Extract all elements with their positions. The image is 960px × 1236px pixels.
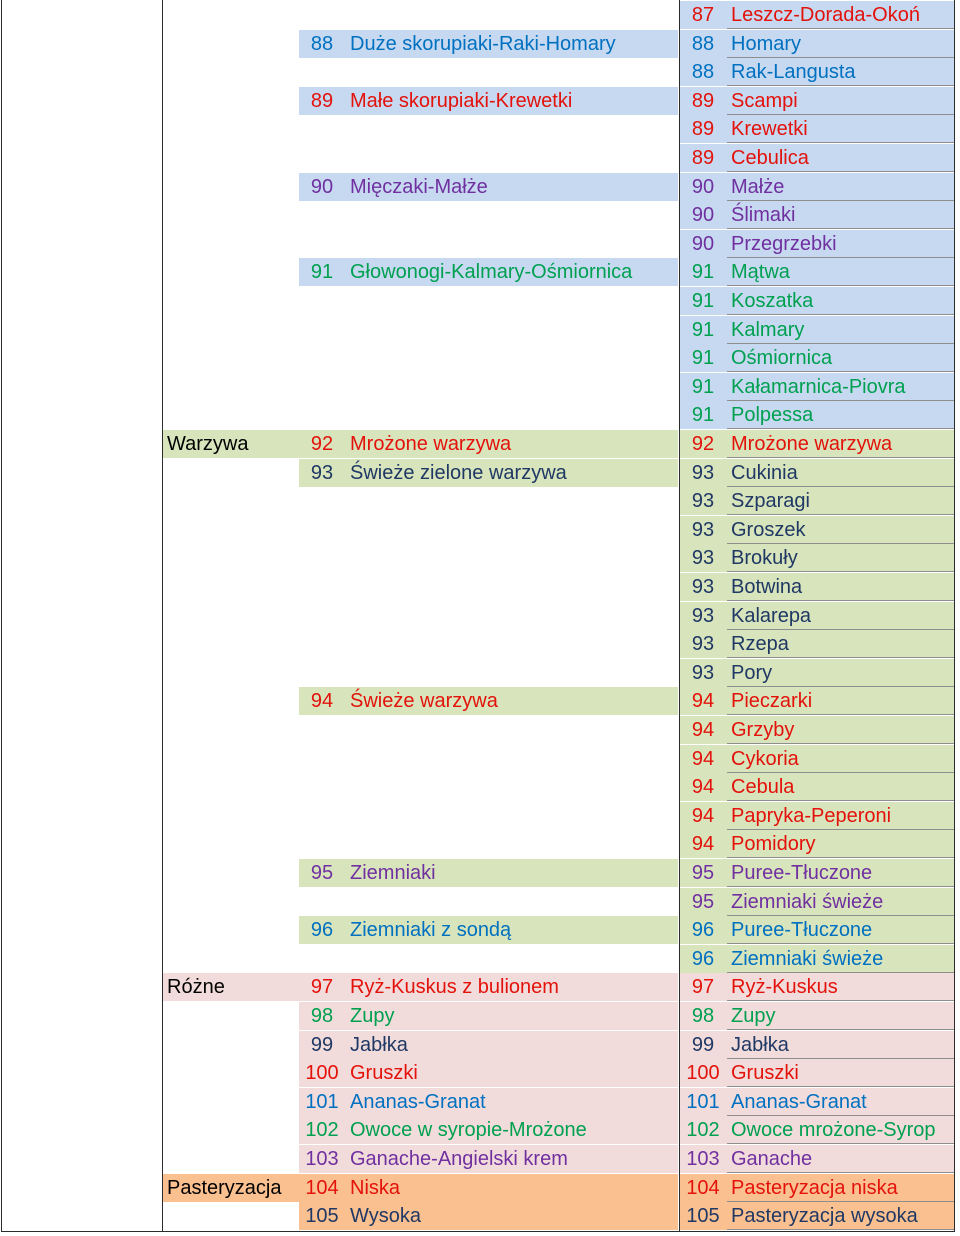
- group-number-cell: 96: [299, 916, 345, 944]
- group-number-cell: 89: [299, 87, 345, 115]
- group-number-cell: [299, 945, 345, 973]
- program-label-cell: Cebula: [727, 773, 954, 801]
- group-label-cell: [345, 58, 678, 86]
- program-label-cell: Ślimaki: [727, 201, 954, 229]
- group-number-cell: [299, 716, 345, 744]
- group-number-cell: [299, 630, 345, 658]
- program-label-cell: Homary: [727, 30, 954, 58]
- program-number-cell: 93: [679, 659, 727, 687]
- category-cell: [163, 745, 299, 773]
- table-row: [0, 1059, 960, 1087]
- category-cell: [163, 687, 299, 715]
- category-cell: [163, 830, 299, 858]
- group-label-cell: Owoce w syropie-Mrożone: [345, 1116, 678, 1144]
- group-label-cell: [345, 830, 678, 858]
- group-number-cell: 102: [299, 1116, 345, 1144]
- program-label-cell: Ananas-Granat: [727, 1088, 954, 1116]
- table-row: [0, 888, 960, 916]
- group-label-cell: Ziemniaki z sondą: [345, 916, 678, 944]
- category-cell: Warzywa: [163, 430, 299, 458]
- table-row: [0, 58, 960, 86]
- program-label-cell: Kalarepa: [727, 602, 954, 630]
- category-cell: [163, 1031, 299, 1059]
- category-cell: [163, 144, 299, 172]
- program-number-cell: 99: [679, 1031, 727, 1059]
- table-row: [0, 144, 960, 172]
- category-cell: [163, 916, 299, 944]
- program-label-cell: Koszatka: [727, 287, 954, 315]
- group-number-cell: 100: [299, 1059, 345, 1087]
- category-cell: [163, 516, 299, 544]
- group-number-cell: [299, 1, 345, 29]
- table-row: [0, 487, 960, 515]
- program-number-cell: 95: [679, 859, 727, 887]
- program-number-cell: 87: [679, 1, 727, 29]
- column-divider: [954, 0, 955, 1232]
- group-label-cell: Ananas-Granat: [345, 1088, 678, 1116]
- program-label-cell: Ziemniaki świeże: [727, 888, 954, 916]
- table-row: [0, 687, 960, 715]
- program-number-cell: 94: [679, 773, 727, 801]
- table-row: [0, 1174, 960, 1202]
- program-number-cell: 93: [679, 487, 727, 515]
- group-number-cell: 93: [299, 459, 345, 487]
- program-number-cell: 94: [679, 716, 727, 744]
- program-number-cell: 104: [679, 1174, 727, 1202]
- program-label-cell: Małże: [727, 173, 954, 201]
- group-label-cell: [345, 115, 678, 143]
- program-number-cell: 100: [679, 1059, 727, 1087]
- group-label-cell: Ganache-Angielski krem: [345, 1145, 678, 1173]
- table-row: [0, 1202, 960, 1230]
- group-label-cell: [345, 287, 678, 315]
- program-number-cell: 89: [679, 87, 727, 115]
- category-cell: [163, 173, 299, 201]
- table-row: [0, 630, 960, 658]
- group-label-cell: [345, 344, 678, 372]
- group-number-cell: 94: [299, 687, 345, 715]
- table-row: [0, 802, 960, 830]
- group-label-cell: Duże skorupiaki-Raki-Homary: [345, 30, 678, 58]
- group-number-cell: 105: [299, 1202, 345, 1230]
- group-number-cell: [299, 230, 345, 258]
- program-number-cell: 91: [679, 373, 727, 401]
- group-label-cell: [345, 516, 678, 544]
- group-label-cell: [345, 573, 678, 601]
- group-label-cell: [345, 716, 678, 744]
- program-label-cell: Ryż-Kuskus: [727, 973, 954, 1001]
- group-number-cell: 91: [299, 258, 345, 286]
- program-label-cell: Groszek: [727, 516, 954, 544]
- group-number-cell: [299, 888, 345, 916]
- table-row: [0, 401, 960, 429]
- program-label-cell: Rak-Langusta: [727, 58, 954, 86]
- category-cell: [163, 659, 299, 687]
- program-label-cell: Cykoria: [727, 745, 954, 773]
- category-cell: [163, 30, 299, 58]
- table-row: [0, 30, 960, 58]
- table-row: [0, 516, 960, 544]
- program-number-cell: 93: [679, 516, 727, 544]
- table-row: [0, 373, 960, 401]
- program-number-cell: 91: [679, 287, 727, 315]
- group-number-cell: [299, 344, 345, 372]
- table-row: [0, 745, 960, 773]
- program-label-cell: Pomidory: [727, 830, 954, 858]
- program-label-cell: Szparagi: [727, 487, 954, 515]
- table-row: [0, 1145, 960, 1173]
- table-row: [0, 659, 960, 687]
- program-number-cell: 95: [679, 888, 727, 916]
- program-label-cell: Pasteryzacja niska: [727, 1174, 954, 1202]
- program-number-cell: 89: [679, 144, 727, 172]
- program-number-cell: 93: [679, 630, 727, 658]
- group-number-cell: 101: [299, 1088, 345, 1116]
- category-cell: [163, 459, 299, 487]
- category-cell: [163, 602, 299, 630]
- group-number-cell: [299, 745, 345, 773]
- program-number-cell: 96: [679, 916, 727, 944]
- group-number-cell: [299, 58, 345, 86]
- program-label-cell: Kałamarnica-Piovra: [727, 373, 954, 401]
- category-cell: [163, 401, 299, 429]
- category-cell: [163, 573, 299, 601]
- group-label-cell: [345, 888, 678, 916]
- program-number-cell: 91: [679, 401, 727, 429]
- group-number-cell: [299, 144, 345, 172]
- category-cell: [163, 373, 299, 401]
- table-row: [0, 344, 960, 372]
- group-label-cell: [345, 945, 678, 973]
- table-row: [0, 87, 960, 115]
- category-cell: [163, 87, 299, 115]
- group-label-cell: [345, 144, 678, 172]
- group-number-cell: [299, 659, 345, 687]
- program-number-cell: 94: [679, 802, 727, 830]
- group-label-cell: Małe skorupiaki-Krewetki: [345, 87, 678, 115]
- program-label-cell: Cebulica: [727, 144, 954, 172]
- program-label-cell: Pory: [727, 659, 954, 687]
- table-row: [0, 115, 960, 143]
- group-label-cell: [345, 773, 678, 801]
- group-label-cell: [345, 544, 678, 572]
- category-cell: [163, 1088, 299, 1116]
- group-label-cell: [345, 401, 678, 429]
- program-number-cell: 93: [679, 459, 727, 487]
- table-row: [0, 459, 960, 487]
- group-number-cell: [299, 401, 345, 429]
- program-label-cell: Kalmary: [727, 316, 954, 344]
- table-row: [0, 859, 960, 887]
- category-cell: [163, 1145, 299, 1173]
- group-label-cell: [345, 802, 678, 830]
- program-label-cell: Rzepa: [727, 630, 954, 658]
- table-row: [0, 773, 960, 801]
- group-number-cell: 99: [299, 1031, 345, 1059]
- column-divider: [679, 0, 680, 1232]
- group-number-cell: 88: [299, 30, 345, 58]
- program-number-cell: 93: [679, 602, 727, 630]
- group-number-cell: [299, 830, 345, 858]
- table-row: [0, 316, 960, 344]
- category-cell: [163, 1059, 299, 1087]
- program-label-cell: Brokuły: [727, 544, 954, 572]
- group-label-cell: [345, 745, 678, 773]
- category-cell: [163, 1, 299, 29]
- program-number-cell: 92: [679, 430, 727, 458]
- table-row: [0, 573, 960, 601]
- table-row: [0, 1031, 960, 1059]
- category-cell: [163, 115, 299, 143]
- program-label-cell: Gruszki: [727, 1059, 954, 1087]
- category-cell: [163, 287, 299, 315]
- program-number-cell: 96: [679, 945, 727, 973]
- program-number-cell: 97: [679, 973, 727, 1001]
- group-number-cell: 98: [299, 1002, 345, 1030]
- group-number-cell: [299, 373, 345, 401]
- category-cell: [163, 859, 299, 887]
- program-number-cell: 93: [679, 544, 727, 572]
- program-number-cell: 91: [679, 316, 727, 344]
- table-row: [0, 973, 960, 1001]
- program-label-cell: Pieczarki: [727, 687, 954, 715]
- category-cell: [163, 1002, 299, 1030]
- group-number-cell: 90: [299, 173, 345, 201]
- group-label-cell: [345, 659, 678, 687]
- group-number-cell: [299, 516, 345, 544]
- program-label-cell: Puree-Tłuczone: [727, 859, 954, 887]
- program-label-cell: Polpessa: [727, 401, 954, 429]
- program-number-cell: 90: [679, 230, 727, 258]
- program-number-cell: 91: [679, 258, 727, 286]
- table-row: [0, 173, 960, 201]
- category-cell: [163, 1202, 299, 1230]
- category-cell: [163, 544, 299, 572]
- program-label-cell: Scampi: [727, 87, 954, 115]
- category-cell: [163, 316, 299, 344]
- group-label-cell: [345, 316, 678, 344]
- group-label-cell: Jabłka: [345, 1031, 678, 1059]
- category-cell: [163, 230, 299, 258]
- table-row: [0, 1002, 960, 1030]
- category-cell: [163, 487, 299, 515]
- table-row: [0, 1116, 960, 1144]
- group-label-cell: Niska: [345, 1174, 678, 1202]
- group-number-cell: [299, 773, 345, 801]
- table-row: [0, 544, 960, 572]
- group-number-cell: [299, 544, 345, 572]
- program-label-cell: Cukinia: [727, 459, 954, 487]
- program-number-cell: 90: [679, 173, 727, 201]
- group-number-cell: [299, 802, 345, 830]
- group-number-cell: [299, 573, 345, 601]
- program-number-cell: 102: [679, 1116, 727, 1144]
- group-label-cell: [345, 201, 678, 229]
- program-label-cell: Ziemniaki świeże: [727, 945, 954, 973]
- program-label-cell: Mrożone warzywa: [727, 430, 954, 458]
- program-label-cell: Puree-Tłuczone: [727, 916, 954, 944]
- program-label-cell: Pasteryzacja wysoka: [727, 1202, 954, 1230]
- category-cell: [163, 201, 299, 229]
- group-number-cell: [299, 287, 345, 315]
- program-label-cell: Grzyby: [727, 716, 954, 744]
- column-divider: [162, 0, 163, 1232]
- group-label-cell: Świeże zielone warzywa: [345, 459, 678, 487]
- category-cell: [163, 1116, 299, 1144]
- group-label-cell: Głowonogi-Kalmary-Ośmiornica: [345, 258, 678, 286]
- table-row: [0, 1088, 960, 1116]
- group-label-cell: [345, 602, 678, 630]
- group-label-cell: [345, 630, 678, 658]
- table-row: [0, 830, 960, 858]
- program-number-cell: 105: [679, 1202, 727, 1230]
- group-label-cell: Mrożone warzywa: [345, 430, 678, 458]
- group-label-cell: Wysoka: [345, 1202, 678, 1230]
- table-row: [0, 945, 960, 973]
- table-row: [0, 287, 960, 315]
- group-number-cell: [299, 316, 345, 344]
- table-row: [0, 201, 960, 229]
- category-cell: [163, 802, 299, 830]
- category-cell: [163, 716, 299, 744]
- group-label-cell: [345, 487, 678, 515]
- table-row: [0, 430, 960, 458]
- group-label-cell: Ryż-Kuskus z bulionem: [345, 973, 678, 1001]
- group-label-cell: Świeże warzywa: [345, 687, 678, 715]
- program-number-cell: 93: [679, 573, 727, 601]
- group-number-cell: 97: [299, 973, 345, 1001]
- category-cell: [163, 630, 299, 658]
- group-number-cell: 92: [299, 430, 345, 458]
- table-row: [0, 716, 960, 744]
- category-cell: Różne: [163, 973, 299, 1001]
- program-number-cell: 89: [679, 115, 727, 143]
- program-number-cell: 94: [679, 745, 727, 773]
- group-number-cell: 103: [299, 1145, 345, 1173]
- program-number-cell: 88: [679, 30, 727, 58]
- group-number-cell: [299, 602, 345, 630]
- category-cell: [163, 888, 299, 916]
- group-label-cell: Zupy: [345, 1002, 678, 1030]
- group-label-cell: Ziemniaki: [345, 859, 678, 887]
- table-bottom-border: [1, 1231, 955, 1232]
- column-divider: [1, 0, 2, 1232]
- group-number-cell: 104: [299, 1174, 345, 1202]
- program-number-cell: 103: [679, 1145, 727, 1173]
- group-label-cell: Mięczaki-Małże: [345, 173, 678, 201]
- table-row: [0, 916, 960, 944]
- program-label-cell: Jabłka: [727, 1031, 954, 1059]
- group-number-cell: 95: [299, 859, 345, 887]
- program-number-cell: 90: [679, 201, 727, 229]
- program-label-cell: Ganache: [727, 1145, 954, 1173]
- program-label-cell: Papryka-Peperoni: [727, 802, 954, 830]
- category-cell: Pasteryzacja: [163, 1174, 299, 1202]
- program-label-cell: Mątwa: [727, 258, 954, 286]
- group-label-cell: [345, 373, 678, 401]
- program-number-cell: 98: [679, 1002, 727, 1030]
- program-number-cell: 94: [679, 687, 727, 715]
- program-label-cell: Krewetki: [727, 115, 954, 143]
- program-number-cell: 88: [679, 58, 727, 86]
- category-cell: [163, 58, 299, 86]
- category-cell: [163, 258, 299, 286]
- group-number-cell: [299, 115, 345, 143]
- program-label-cell: Przegrzebki: [727, 230, 954, 258]
- program-label-cell: Owoce mrożone-Syrop: [727, 1116, 954, 1144]
- group-number-cell: [299, 487, 345, 515]
- group-label-cell: [345, 1, 678, 29]
- program-number-cell: 101: [679, 1088, 727, 1116]
- program-number-cell: 91: [679, 344, 727, 372]
- group-number-cell: [299, 201, 345, 229]
- program-number-cell: 94: [679, 830, 727, 858]
- category-cell: [163, 945, 299, 973]
- program-label-cell: Zupy: [727, 1002, 954, 1030]
- table-row: [0, 230, 960, 258]
- table-row: [0, 258, 960, 286]
- category-cell: [163, 344, 299, 372]
- category-cell: [163, 773, 299, 801]
- group-label-cell: [345, 230, 678, 258]
- table-row: [0, 1, 960, 29]
- program-label-cell: Botwina: [727, 573, 954, 601]
- program-label-cell: Ośmiornica: [727, 344, 954, 372]
- group-label-cell: Gruszki: [345, 1059, 678, 1087]
- table-row: [0, 602, 960, 630]
- program-label-cell: Leszcz-Dorada-Okoń: [727, 1, 954, 29]
